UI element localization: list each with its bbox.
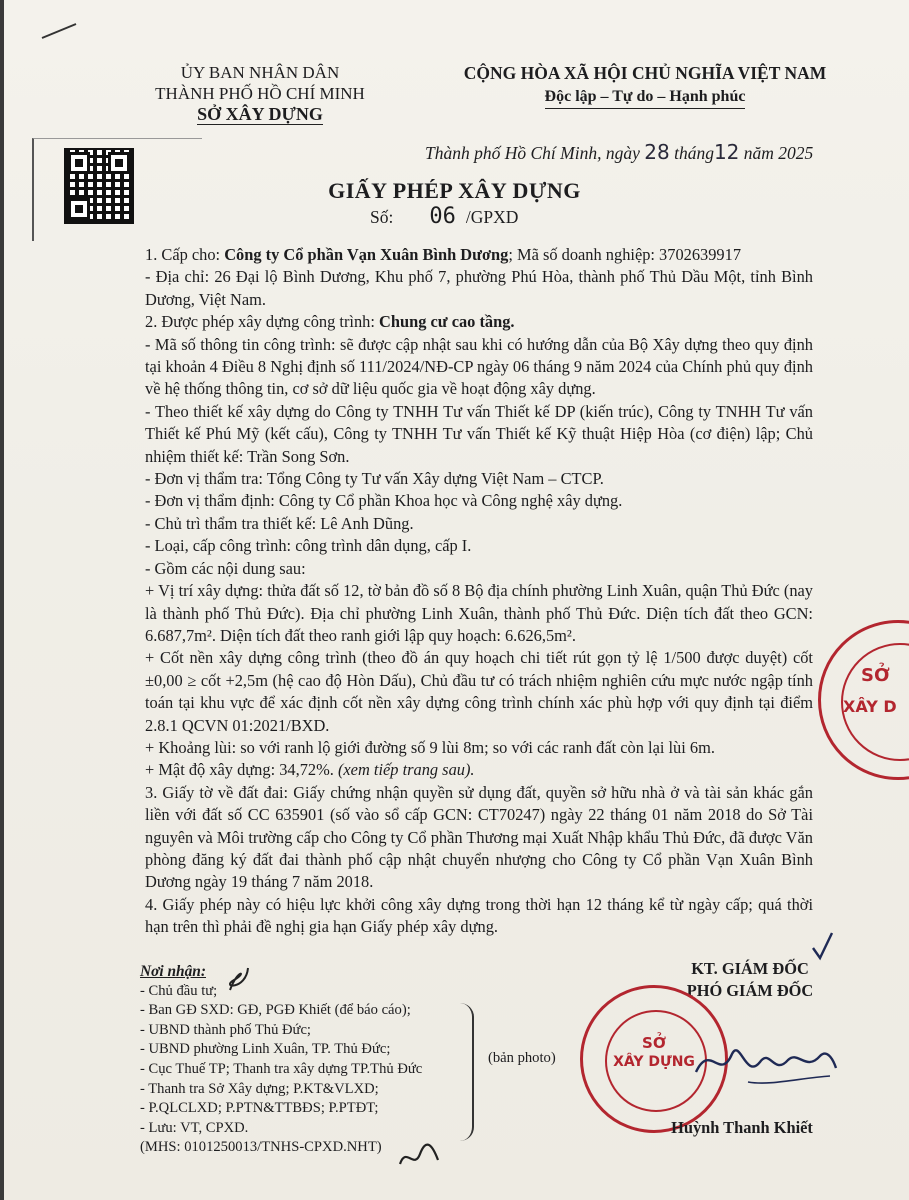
permit-body (145, 244, 813, 939)
s2-project: Chung cư cao tầng. (379, 312, 515, 332)
recipient-item: - Cục Thuế TP; Thanh tra xây dựng TP.Thủ Đức (140, 1060, 423, 1077)
pen-mark (40, 22, 80, 40)
s2-grade: - Loại, cấp công trình: công trình dân dụng, cấp I. (145, 536, 472, 556)
number-suffix: /GPXD (465, 207, 519, 227)
s2-design: - Theo thiết kế xây dựng do Công ty TNHH Tư vấn Thiết kế DP (kiến trúc), Công ty TNHH Tư vấn Thiết kế Phú Mỹ (kết cấu), Công ty TNHH Tư vấn Thiết kế Kỹ thuật Hiệp Hòa (cơ điện) lập; Chủ nhiệm thiết kế: Trần Song Sơn. (145, 401, 813, 466)
date-prefix: Thành phố Hồ Chí Minh, ngày (425, 143, 640, 163)
handwritten-signature (690, 1032, 840, 1094)
date-month-word: tháng (674, 143, 714, 163)
date-year: năm 2025 (743, 143, 814, 163)
qr-finder (68, 152, 90, 174)
s2-contents: - Gồm các nội dung sau: (145, 558, 306, 578)
seal-line2: XÂY DỰNG (613, 1054, 695, 1070)
recipient-item: - Ban GĐ SXD: GĐ, PGĐ Khiết (để báo cáo); (140, 1002, 411, 1019)
issuing-authority (130, 62, 390, 125)
qr-finder (108, 152, 130, 174)
s2-setback: + Khoảng lùi: so với ranh lộ giới đường số 9 lùi 8m; so với các ranh đất còn lại lùi 6m. (145, 737, 715, 757)
section-1 (145, 244, 813, 266)
section-2 (145, 311, 813, 333)
s2-continued: (xem tiếp trang sau). (337, 760, 475, 780)
seal-line1: SỞ (642, 1034, 666, 1052)
date-month: 12 (713, 140, 740, 164)
s1-address: - Địa chỉ: 26 Đại lộ Bình Dương, Khu phố 7, phường Phú Hòa, thành phố Thủ Dầu Một, tỉnh Bình Dương, Việt Nam. (145, 267, 813, 309)
s2-appraise-unit: - Đơn vị thẩm định: Công ty Cổ phần Khoa học và Công nghệ xây dựng. (145, 491, 623, 511)
check-mark (810, 930, 836, 962)
signer-role-line2: PHÓ GIÁM ĐỐC (686, 981, 814, 1000)
signer-name: Huỳnh Thanh Khiết (671, 1118, 813, 1137)
recipients-list (140, 962, 490, 1158)
department-name: SỞ XÂY DỰNG (197, 104, 323, 124)
date-day: 28 (644, 140, 670, 164)
recipient-item: - UBND thành phố Thủ Đức; (140, 1021, 311, 1038)
recipient-item: - UBND phường Linh Xuân, TP. Thủ Đức; (140, 1041, 391, 1058)
number-label: Số: (370, 207, 394, 227)
side-seal-line2: XÂY D (843, 697, 897, 716)
recipients-bracket (458, 1003, 474, 1141)
s1-company: Công ty Cổ phần Vạn Xuân Bình Dương (224, 245, 509, 264)
recipient-item: - Lưu: VT, CPXD. (140, 1119, 249, 1136)
s2-density: + Mật độ xây dựng: 34,72%. (145, 760, 338, 780)
country-name: CỘNG HÒA XÃ HỘI CHỦ NGHĨA VIỆT NAM (463, 63, 827, 83)
recipients-title: Nơi nhận: (140, 963, 206, 980)
department-seal (818, 620, 909, 780)
authority-line2: THÀNH PHỐ HỒ CHÍ MINH (155, 84, 365, 103)
document-title: GIẤY PHÉP XÂY DỰNG (328, 178, 581, 203)
s2-location: + Vị trí xây dựng: thửa đất số 12, tờ bản đồ số 8 Bộ địa chính phường Linh Xuân, quận Thủ Đức (nay là thành phố Thủ Đức). Địa chỉ phường Linh Xuân, thành phố Thủ Đức. Diện tích đất theo GCN: 6.687,7m². Diện tích đất theo ranh giới lập quy hoạch: 6.626,5m². (145, 581, 813, 645)
recipient-item: - Thanh tra Sở Xây dựng; P.KT&VLXD; (140, 1080, 379, 1097)
s1-rest: ; Mã số doanh nghiệp: 3702639917 (508, 245, 742, 264)
s2-code: - Mã số thông tin công trình: sẽ được cập nhật sau khi có hướng dẫn của Bộ Xây dựng theo quy định tại khoản 4 Điều 8 Nghị định số 111/2024/NĐ-CP ngày 06 tháng 9 năm 2024 của Chính phủ quy định về hệ thống thông tin, cơ sở dữ liệu quốc gia về hoạt động xây dựng. (145, 334, 813, 399)
s2-density-line (145, 759, 813, 781)
initial-mark (226, 964, 252, 994)
date-line (425, 140, 845, 164)
signer-role-line1: KT. GIÁM ĐỐC (691, 959, 809, 978)
s2-lead: 2. Được phép xây dựng công trình: (145, 312, 380, 332)
national-motto: Độc lập – Tự do – Hạnh phúc (545, 86, 746, 109)
section-4: 4. Giấy phép này có hiệu lực khởi công xây dựng trong thời hạn 12 tháng kể từ ngày cấp; quá thời hạn trên thì phải đề nghị gia hạn Giấy phép xây dựng. (145, 894, 813, 937)
section-3: 3. Giấy tờ về đất đai: Giấy chứng nhận quyền sử dụng đất, quyền sở hữu nhà ở và tài sản khác gắn liền với đất số CC 635901 (số vào sổ cấp GCN: CT70247) ngày 22 tháng 01 năm 2018 do Sở Tài nguyên và Môi trường cấp cho Công ty Cổ phần Thương mại Xuất Nhập khẩu Thủ Đức, đã được Văn phòng đăng ký đất đai thành phố cập nhật chuyển nhượng cho Công ty Cổ phần Vạn Xuân Bình Dương ngày 19 tháng 7 năm 2018. (145, 782, 813, 892)
number-value: 06 (429, 204, 456, 229)
s1-lead: 1. Cấp cho: (145, 245, 225, 264)
initial-mark (396, 1140, 442, 1174)
side-seal-line1: SỞ (861, 665, 890, 686)
recipient-item: - P.QLCLXD; P.PTN&TTBĐS; P.PTĐT; (140, 1100, 379, 1117)
s2-verify-unit: - Đơn vị thẩm tra: Tổng Công ty Tư vấn Xây dựng Việt Nam – CTCP. (145, 469, 604, 489)
document-number (370, 204, 518, 229)
s2-verify-lead: - Chủ trì thẩm tra thiết kế: Lê Anh Dũng. (145, 513, 414, 533)
authority-line1: ỦY BAN NHÂN DÂN (180, 63, 340, 82)
national-header (430, 62, 860, 109)
recipient-item: - Chủ đầu tư; (140, 982, 218, 999)
photo-note: (bản photo) (488, 1050, 556, 1066)
s2-elevation: + Cốt nền xây dựng công trình (theo đồ án quy hoạch chi tiết rút gọn tỷ lệ 1/500 được duyệt) cốt ±0,00 ≥ cốt +2,5m (hệ cao độ Hòn Dấu), Chủ đầu tư có trách nhiệm nghiên cứu mực nước ngập tính toán tại khu vực để xác định cốt nền xây dựng công trình chính xác phù hợp với quy định tại điểm 2.8.1 QCVN 01:2021/BXD. (145, 648, 813, 735)
recipient-item: (MHS: 0101250013/TNHS-CPXD.NHT) (140, 1139, 382, 1156)
